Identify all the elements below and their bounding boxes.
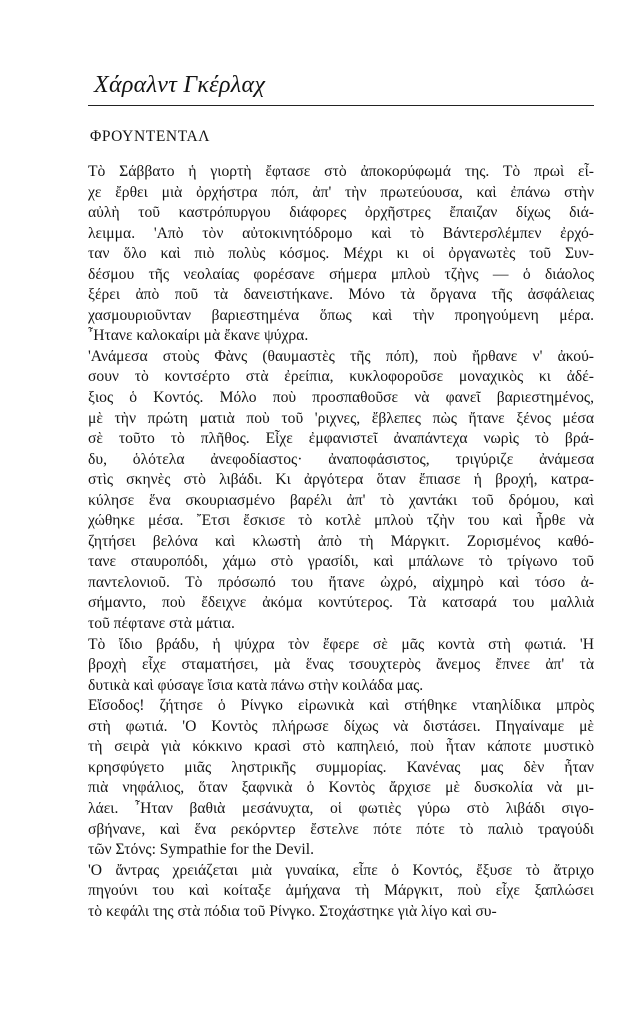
text-line: Τὸ ἴδιο βράδυ, ἡ ψύχρα τὸν ἔφερε σὲ μᾶς κοντὰ στὴ φωτιά. 'Η xyxy=(88,635,594,653)
text-line: ξέρει ἀπὸ ποῦ τὰ δανειστήκανε. Μόνο τὰ ὄργανα τῆς ἀσφάλειας xyxy=(88,286,594,304)
text-line: πηγούνι του καὶ κοίταξε ἀμήχανα τὴ Μάργκιτ, ποὺ εἶχε ξαπλώσει xyxy=(88,882,594,900)
text-line: τῶν Στόνς: Sympathie for the Devil. xyxy=(88,841,314,859)
text-line: 'Ανάμεσα στοὺς Φὰνς (θαυμαστὲς τῆς πόπ), ποὺ ἤρθανε ν' ἀκού- xyxy=(88,347,594,365)
text-line: χώθηκε μέσα. ῎Ετσι ἔσκισε τὸ κοτλὲ μπλοὺ τζὴν του καὶ ἦρθε νὰ xyxy=(88,512,594,530)
text-line: ζητήσει βελόνα καὶ κλωστὴ ἀπὸ τὴ Μάργκιτ. Ζορισμένος καθό- xyxy=(88,532,594,550)
header-rule xyxy=(88,105,594,106)
text-line: τὸ κεφάλι της στὰ πόδια τοῦ Ρίνγκο. Στοχάστηκε γιὰ λίγο καὶ συ- xyxy=(88,902,497,920)
paragraph xyxy=(88,861,594,923)
text-line: σὲ τοῦτο τὸ πλῆθος. Εἶχε ἐμφανιστεῖ ἀναπάντεχα νωρὶς τὸ βρά- xyxy=(88,430,594,448)
text-line: δυτικὰ καὶ φύσαγε ἴσια κατὰ πάνω στὴν κοιλάδα μας. xyxy=(88,676,424,694)
text-line: λειμμα. 'Απὸ τὸν αὐτοκινητόδρομο καὶ τὸ Βάντερσλέμπεν ἐρχό- xyxy=(88,224,594,242)
text-line: Εἴσοδος! ζήτησε ὁ Ρίνγκο εἰρωνικὰ καὶ στήθηκε νταηλίδικα μπρὸς xyxy=(88,697,594,715)
text-line: στὴ φωτιά. 'Ο Κοντὸς πλήρωσε δίχως νὰ διστάσει. Πηγαίναμε μὲ xyxy=(88,717,594,735)
text-line: σβήνανε, καὶ ἕνα ρεκόρντερ ἔστελνε πότε πότε τὸ παλιὸ τραγούδι xyxy=(88,820,594,838)
paragraph xyxy=(88,347,594,635)
text-line: πιὰ νηφάλιος, ὅταν ξαφνικὰ ὁ Κοντὸς ἄρχισε μὲ δυσκολία νὰ μι- xyxy=(88,779,594,797)
paragraph xyxy=(88,162,594,347)
paragraph xyxy=(88,696,594,860)
paragraph xyxy=(88,635,594,697)
text-line: δέσμου τῆς νεολαίας φορέσανε σήμερα μπλοὺ τζὴνς — ὁ διάολος xyxy=(88,265,594,283)
book-page xyxy=(88,70,594,922)
text-line: αὐλὴ τοῦ καστρόπυργου διάφορες ὀρχῆστρες ἔπαιζαν δίχως διά- xyxy=(88,204,594,222)
text-line: χασμουριοῦνταν βαριεστημένα ὅπως καὶ τὴν προηγούμενη μέρα. xyxy=(88,306,594,324)
story-title: ΦΡΟΥΝΤΕΝΤΑΛ xyxy=(90,128,211,145)
text-line: δυ, ὁλότελα ἀνεφοδίαστος· ἀναποφάσιστος, τριγύριζε ἀνάμεσα xyxy=(88,450,594,468)
text-line: τανε σταυροπόδι, χάμω στὸ γρασίδι, καὶ μπάλωνε τὸ τρίγωνο τοῦ xyxy=(88,553,594,571)
text-line: κρησφύγετο μιᾶς ληστρικῆς συμμορίας. Κανένας μας δὲν ἦταν xyxy=(88,758,594,776)
text-line: ταν ὅλο καὶ πιὸ πολὺς κόσμος. Μέχρι κι οἱ ὀργανωτὲς τοῦ Συν- xyxy=(88,245,594,263)
text-line: μὲ τὴν πρώτη ματιὰ ποὺ τοῦ 'ριχνες, ἔβλεπες πὼς ἤτανε ξένος μέσα xyxy=(88,409,594,427)
text-line: τὴ σειρὰ γιὰ κόκκινο κρασὶ στὸ καπηλειό, ποὺ ἦταν κάποτε μυστικὸ xyxy=(88,738,594,756)
text-line: βροχὴ εἶχε σταματήσει, μὰ ἕνας τσουχτερὸς ἄνεμος ἔπνεε ἀπ' τὰ xyxy=(88,656,594,674)
text-line: ξιος ὁ Κοντός. Μόλο ποὺ προσπαθοῦσε νὰ φανεῖ βαριεστημένος, xyxy=(88,389,594,407)
text-line: τοῦ πέφτανε στὰ μάτια. xyxy=(88,615,235,633)
text-line: στὶς σκηνὲς στὸ λιβάδι. Κι ἀργότερα ὅταν ἔπιασε ἡ βροχή, κατρα- xyxy=(88,471,594,489)
story-body xyxy=(88,162,594,922)
text-line: λάει. ῏Ηταν βαθιὰ μεσάνυχτα, οἱ φωτιὲς γύρω στὸ λιβάδι σιγο- xyxy=(88,799,594,817)
text-line: παντελονιοῦ. Τὸ πρόσωπό του ἤτανε ὠχρό, αἰχμηρὸ καὶ τόσο ἀ- xyxy=(88,573,594,591)
text-line: κύλησε ἕνα σκουριασμένο βαρέλι ἀπ' τὸ χαντάκι τοῦ δρόμου, καὶ xyxy=(88,491,594,509)
text-line: σήμαντο, ποὺ ἔδειχνε ἀκόμα κοντύτερος. Τὰ κατσαρά του μαλλιὰ xyxy=(88,594,594,612)
author-name: Χάραλντ Γκέρλαχ xyxy=(94,72,266,98)
text-line: 'Ο ἄντρας χρειάζεται μιὰ γυναίκα, εἶπε ὁ Κοντός, ἔξυσε τὸ ἄτριχο xyxy=(88,861,594,879)
text-line: Τὸ Σάββατο ἡ γιορτὴ ἔφτασε στὸ ἀποκορύφωμά της. Τὸ πρωὶ εἶ- xyxy=(88,163,594,180)
text-line: σουν τὸ κοντσέρτο στὰ ἐρείπια, κυκλοφοροῦσε μοναχικὸς κι ἀδέ- xyxy=(88,368,594,386)
text-line: ῏Ητανε καλοκαίρι μὰ ἔκανε ψύχρα. xyxy=(88,327,309,345)
text-line: χε ἔρθει μιὰ ὀρχήστρα πόπ, ἀπ' τὴν πρωτεύουσα, καὶ ἐπάνω στὴν xyxy=(88,183,594,201)
